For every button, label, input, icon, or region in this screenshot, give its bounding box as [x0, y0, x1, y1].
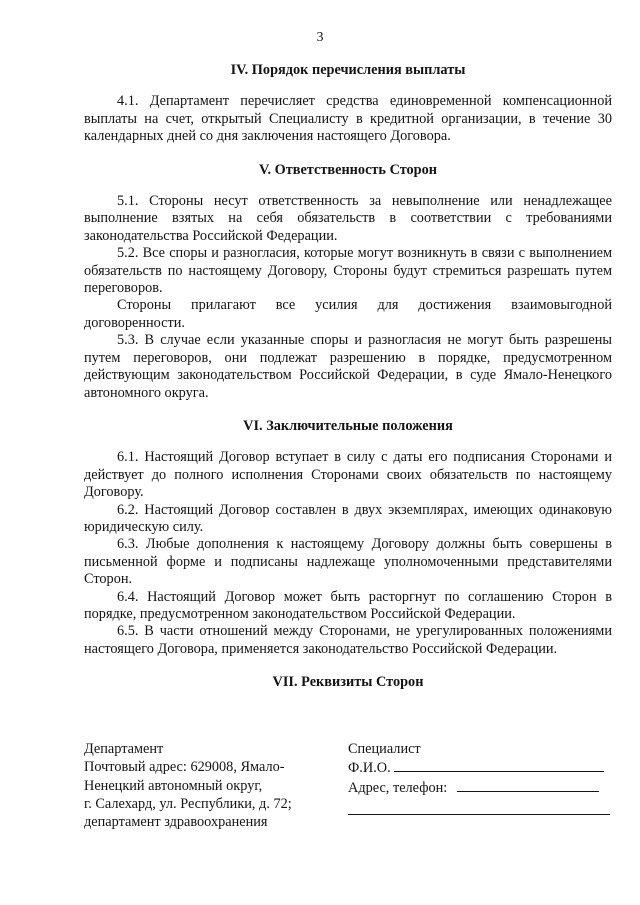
section-7-heading: VII. Реквизиты Сторон [272, 674, 424, 691]
fio-blank-line [394, 758, 604, 772]
paragraph-5-2: 5.2. Все споры и разногласия, которые могут возникнуть в связи с выполнением обязательств по настоящему Договору, Стороны будут стремиться разрешать путем переговоров. [84, 245, 612, 297]
address-phone-label: Адрес, телефон: [348, 779, 448, 796]
department-line: Департамент [84, 741, 164, 757]
requisites-department [84, 740, 324, 831]
paragraph-5-1: 5.1. Стороны несут ответственность за невыполнение или ненадлежащее выполнение взятых на себя обязательств в соответствии с требованиями законодательства Российской Федерации. [84, 193, 612, 244]
fio-row [348, 758, 612, 777]
fio-label: Ф.И.О. [348, 760, 391, 777]
department-line: г. Салехард, ул. Республики, д. 72; [84, 795, 292, 812]
section-6 [84, 418, 612, 658]
paragraph-6-5: 6.5. В части отношений между Сторонами, не урегулированных положениями настоящего Договора, применяется законодательство Российской Федерации. [84, 623, 612, 657]
document-body [84, 62, 612, 692]
department-line: Почтовый адрес: 629008, Ямало- [84, 759, 285, 776]
section-5 [84, 162, 612, 402]
paragraph-6-3: 6.3. Любые дополнения к настоящему Договору должны быть совершены в письменной форме и подписаны надлежаще уполномоченными представителями Сторон. [84, 536, 612, 588]
section-4 [84, 62, 612, 146]
specialist-title: Специалист [348, 741, 421, 757]
paragraph-5-2-continued: Стороны прилагают все усилия для достижения взаимовыгодной договоренности. [84, 297, 612, 331]
paragraph-5-3: 5.3. В случае если указанные споры и разногласия не могут быть разрешены путем переговоров, они подлежат разрешению в порядке, предусмотренном действующим законодательством Российской Федерации, в суде Ямало-Ненецкого автономного округа. [84, 332, 612, 401]
paragraph-6-2: 6.2. Настоящий Договор составлен в двух экземплярах, имеющих одинаковую юридическую силу. [84, 501, 612, 535]
address-row [348, 778, 612, 797]
paragraph-6-1: 6.1. Настоящий Договор вступает в силу с даты его подписания Сторонами и действует до полного исполнения Сторонами своих обязательств по настоящему Договору. [84, 449, 612, 501]
department-line: Ненецкий автономный округ, [84, 777, 263, 794]
requisites-specialist [348, 740, 612, 815]
page-number: 3 [316, 30, 324, 45]
department-line: департамент здравоохранения [84, 814, 268, 831]
address-blank-line-2 [348, 797, 610, 815]
address-blank-line [457, 778, 599, 792]
section-5-heading: V. Ответственность Сторон [258, 161, 438, 178]
paragraph-4-1: 4.1. Департамент перечисляет средства единовременной компенсационной выплаты на счет, открытый Специалисту в кредитной организации, в течение 30 календарных дней со дня заключения настоящего Договора. [84, 93, 612, 145]
paragraph-6-4: 6.4. Настоящий Договор может быть расторгнут по соглашению Сторон в порядке, предусмотренном законодательством Российской Федерации. [84, 588, 612, 622]
section-4-heading: IV. Порядок перечисления выплаты [230, 62, 466, 78]
section-6-heading: VI. Заключительные положения [243, 417, 453, 434]
